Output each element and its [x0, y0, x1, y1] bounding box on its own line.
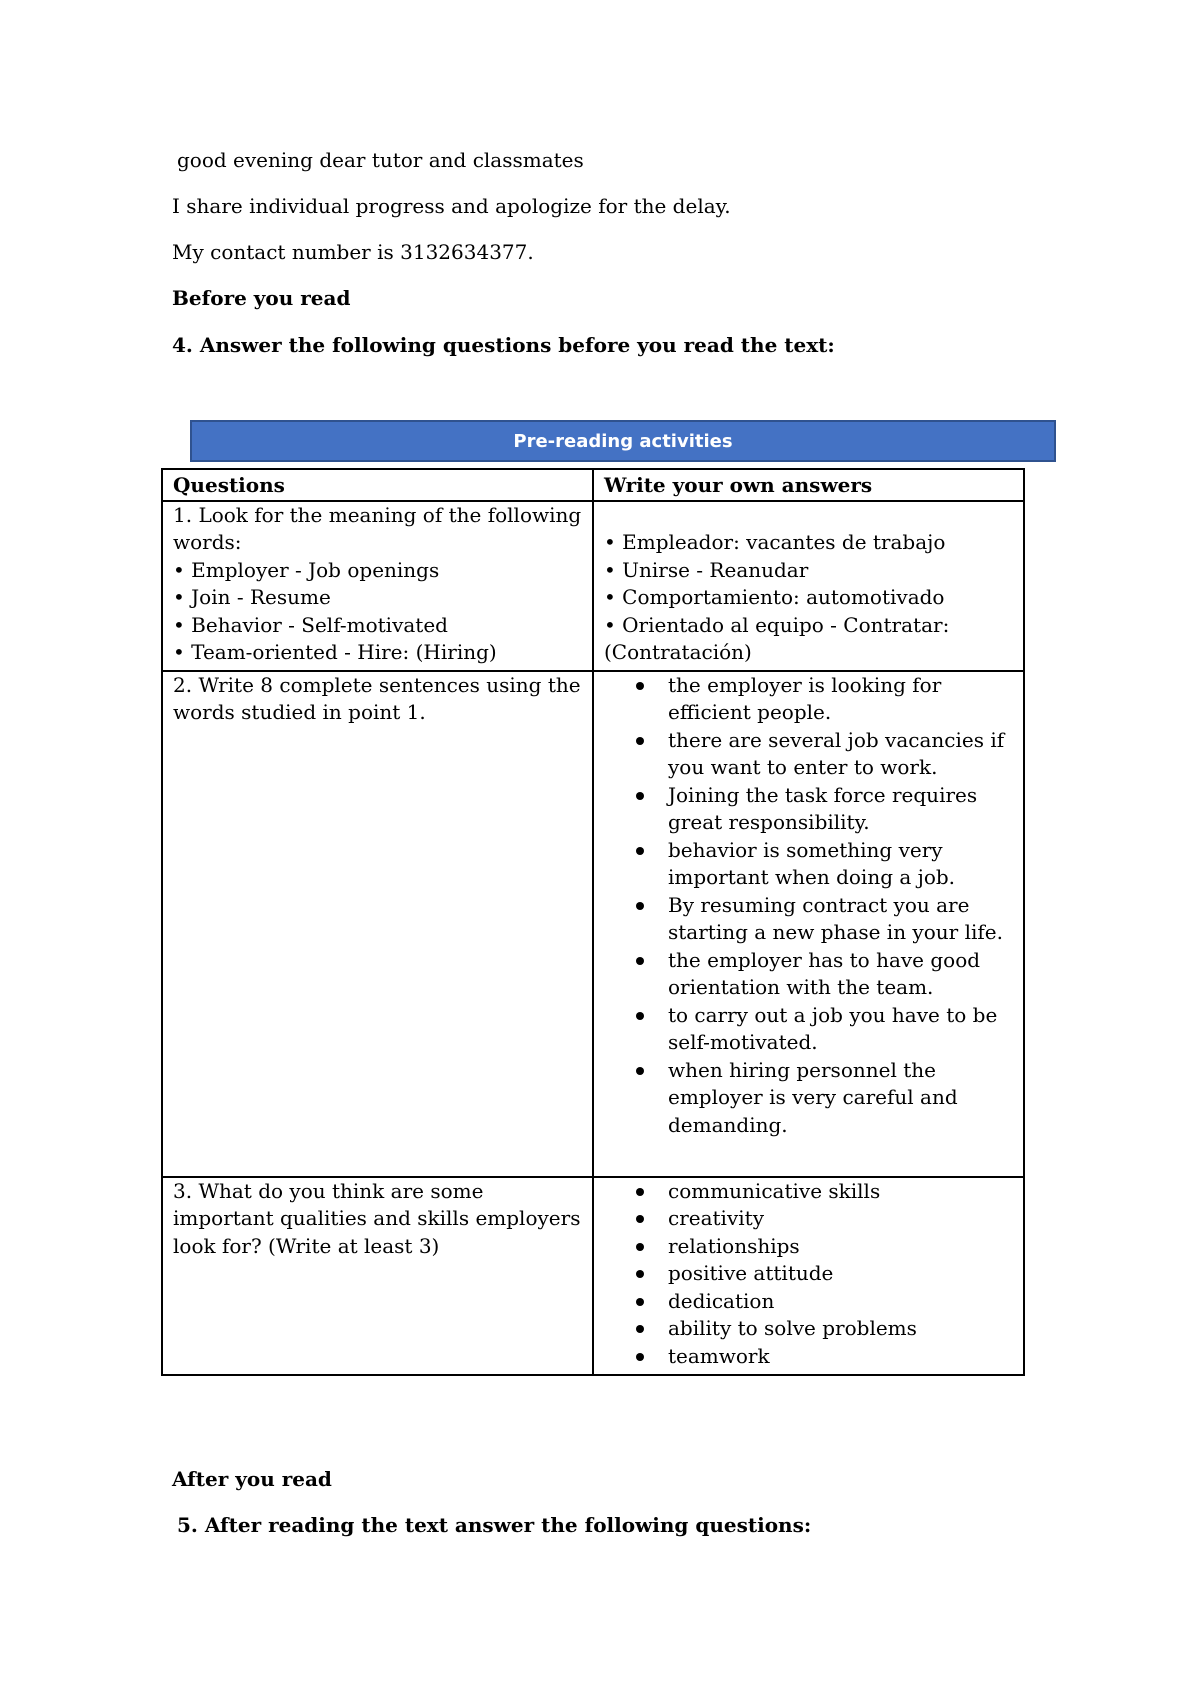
qualities-question-cell: 3. What do you think are some important qualities and skills employers look for? (Write at least 3)	[162, 1177, 593, 1375]
list-item: creativity	[668, 1205, 1015, 1233]
list-item: dedication	[668, 1288, 1015, 1316]
list-item: to carry out a job you have to be self-motivated.	[668, 1002, 1015, 1057]
vocabulary-answer-line: • Empleador: vacantes de trabajo	[604, 530, 946, 554]
list-item: the employer is looking for efficient people.	[668, 672, 1015, 727]
list-item: when hiring personnel the employer is very careful and demanding.	[668, 1057, 1015, 1140]
vocabulary-question-cell	[162, 501, 593, 671]
vocabulary-answer-line: • Orientado al equipo - Contratar:	[604, 612, 950, 637]
sentences-question-cell: 2. Write 8 complete sentences using the words studied in point 1.	[162, 671, 593, 1177]
list-item: communicative skills	[668, 1178, 1015, 1206]
table-header-row	[162, 469, 1024, 501]
vocabulary-answer-line: • Comportamiento: automotivado	[604, 585, 945, 609]
vocabulary-question-line: • Employer - Job openings	[173, 557, 440, 582]
sentences-answer-cell	[593, 671, 1024, 1177]
table-row-vocabulary	[162, 501, 1024, 671]
after-you-read-heading: After you read	[172, 1467, 332, 1491]
list-item: there are several job vacancies if you want to enter to work.	[668, 727, 1015, 782]
answers-header: Write your own answers	[593, 469, 1024, 501]
question-4-heading: 4. Answer the following questions before you read the text:	[172, 333, 835, 357]
list-item: teamwork	[668, 1343, 1015, 1371]
greeting-text: good evening dear tutor and classmates	[177, 148, 584, 172]
vocabulary-question-line: • Join - Resume	[173, 585, 331, 609]
list-item: positive attitude	[668, 1260, 1015, 1288]
table-row-sentences	[162, 671, 1024, 1177]
vocabulary-question-line: • Team-oriented - Hire: (Hiring)	[173, 640, 497, 664]
list-item: relationships	[668, 1233, 1015, 1261]
table-row-qualities	[162, 1177, 1024, 1375]
sentences-list	[604, 672, 1015, 1140]
vocabulary-answer-line: (Contratación)	[604, 640, 752, 664]
pre-reading-banner-label: Pre-reading activities	[513, 430, 733, 452]
vocabulary-answer-line: • Unirse - Reanudar	[604, 557, 809, 582]
questions-header: Questions	[162, 469, 593, 501]
vocabulary-question-line: words:	[173, 530, 242, 554]
qualities-list	[604, 1178, 1015, 1371]
vocabulary-question-line: 1. Look for the meaning of the following	[173, 502, 582, 527]
before-you-read-heading: Before you read	[172, 286, 351, 310]
list-item: ability to solve problems	[668, 1315, 1015, 1343]
list-item: Joining the task force requires great responsibility.	[668, 782, 1015, 837]
blank-line	[604, 502, 1015, 530]
vocabulary-answer-cell	[593, 501, 1024, 671]
pre-reading-table	[161, 468, 1025, 1376]
list-item: By resuming contract you are starting a new phase in your life.	[668, 892, 1015, 947]
question-5-heading: 5. After reading the text answer the following questions:	[177, 1513, 812, 1537]
qualities-answer-cell	[593, 1177, 1024, 1375]
pre-reading-banner	[190, 420, 1056, 462]
progress-text: I share individual progress and apologize for the delay.	[172, 194, 731, 218]
vocabulary-question-line: • Behavior - Self-motivated	[173, 612, 448, 637]
list-item: behavior is something very important when doing a job.	[668, 837, 1015, 892]
list-item: the employer has to have good orientation with the team.	[668, 947, 1015, 1002]
contact-text: My contact number is 3132634377.	[172, 240, 534, 264]
